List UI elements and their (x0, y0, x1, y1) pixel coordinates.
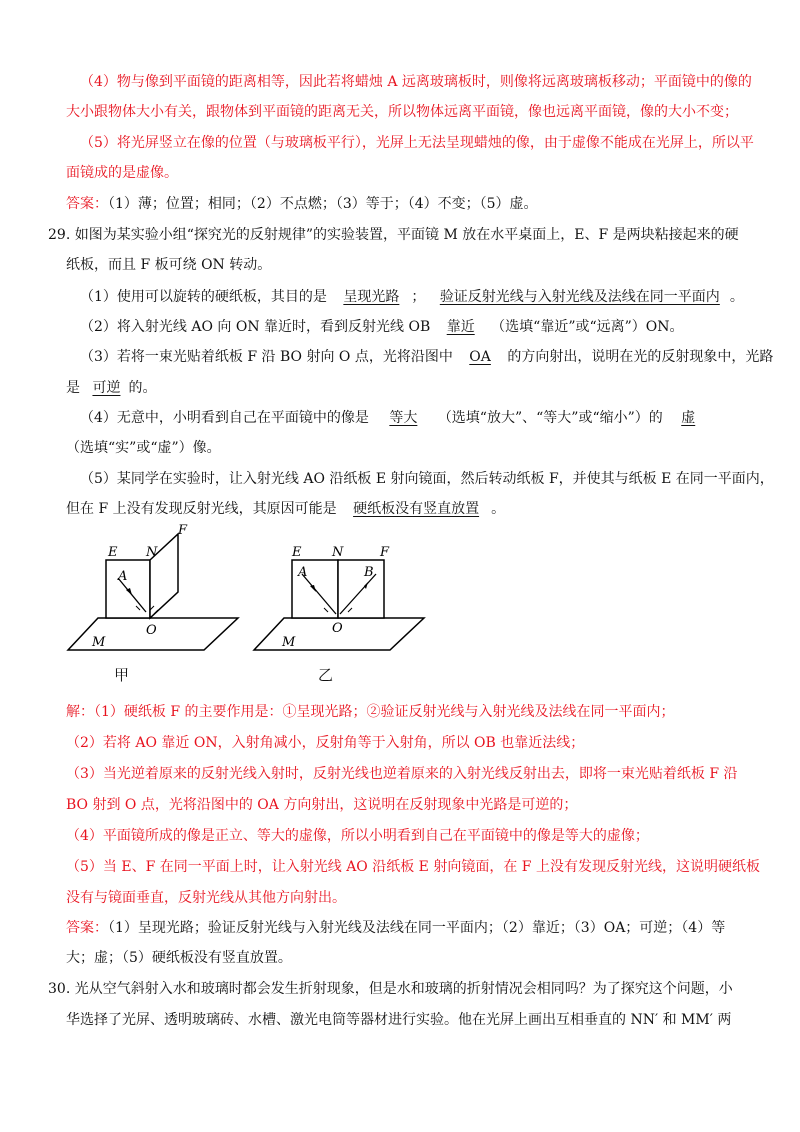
q29-part-3 (80, 347, 773, 367)
label-m: M (282, 635, 296, 650)
q29-part-3-text: （3）若将一束光贴着纸板 F 沿 BO 射向 O 点，光将沿图中 (80, 349, 453, 365)
q29-blank-3: 靠近 (446, 319, 475, 335)
q29-part-2 (80, 317, 684, 337)
q29-blank-2: 验证反射光线与入射光线及法线在同一平面内 (439, 289, 720, 305)
label-a: A (118, 569, 128, 584)
label-a: A (298, 565, 308, 580)
q29-part-5: （5）某同学在实验时，让入射光线 AO 沿纸板 E 射向镜面，然后转动纸板 F，并使其与纸板 E 在同一平面内， (80, 471, 774, 487)
solution-line-3: （3）当光逆着原来的反射光线入射时，反射光线也逆着原来的入射光线反射出去，即将一束光贴着纸板 F 沿 (66, 766, 738, 782)
q29-part-5-end: 。 (491, 501, 506, 517)
answer-text: （1）呈现光路；验证反射光线与入射光线及法线在同一平面内；（2）靠近；（3）OA；可逆；（4）等 (108, 920, 726, 936)
label-o: O (146, 623, 157, 638)
q29-part-5-text: 但在 F 上没有发现反射光线，其原因可能是 (66, 501, 337, 517)
q29-blank-1: 呈现光路 (343, 289, 400, 305)
solution-line-1: 解：（1）硬纸板 F 的主要作用是：①呈现光路；②验证反射光线与入射光线及法线在同一平面内； (66, 704, 675, 720)
q29-stem-line-1 (48, 225, 739, 245)
answer-text: （1）薄；位置；相同；（2）不点燃；（3）等于；（4）不变；（5）虚。 (108, 196, 538, 212)
label-f: F (178, 523, 188, 538)
q29-end: 。 (729, 289, 744, 305)
answer-label: 答案： (66, 920, 108, 936)
q30-line-1 (48, 979, 733, 999)
q29-part-3-prefix: 是 (66, 380, 80, 396)
q29-part-5-cont (66, 499, 505, 519)
solution-line-6: （5）当 E、F 在同一平面上时，让入射光线 AO 沿纸板 E 射向镜面，在 F 上没有发现反射光线，这说明硬纸板 (66, 859, 760, 875)
figure-yi (252, 522, 452, 654)
prev-answer-line-4: 面镜成的是虚像。 (66, 165, 178, 181)
label-b: B (364, 565, 374, 580)
q29-part-1 (80, 287, 744, 307)
q29-stem-text: 如图为某实验小组“探究光的反射规律”的实验装置，平面镜 M 放在水平桌面上，E、F 是两块粘接起来的硬 (74, 227, 739, 243)
q29-blank-6: 等大 (389, 410, 418, 426)
prev-answer-line-3: （5）将光屏竖立在像的位置（与玻璃板平行），光屏上无法呈现蜡烛的像，由于虚像不能成在光屏上，所以平 (80, 135, 754, 151)
q29-part-3-end: 的。 (128, 380, 157, 396)
q29-part-4-text: （4）无意中，小明看到自己在平面镜中的像是 (80, 410, 369, 426)
solution-line-7: 没有与镜面垂直，反射光线从其他方向射出。 (66, 890, 346, 906)
solution-line-2: （2）若将 AO 靠近 ON，入射角减小，反射角等于入射角，所以 OB 也靠近法线； (66, 735, 585, 751)
q29-part-4 (80, 408, 701, 428)
label-e: E (108, 545, 118, 560)
label-n: N (332, 545, 344, 560)
label-n: N (146, 545, 158, 560)
q29-part-4-cont: （选填“实”或“虚”）像。 (66, 440, 221, 456)
label-e: E (292, 545, 302, 560)
q29-part-3-cont (66, 378, 156, 398)
answer-label: 答案： (66, 196, 108, 212)
q30-text: 光从空气斜射入水和玻璃时都会发生折射现象，但是水和玻璃的折射情况会相同吗？为了探究这个问题，小 (74, 981, 733, 997)
prev-answer-line-1: （4）物与像到平面镜的距离相等，因此若将蜡烛 A 远离玻璃板时，则像将远离玻璃板移动；平面镜中的像的 (80, 74, 752, 90)
prev-answer-line-2: 大小跟物体大小有关，跟物体到平面镜的距离无关，所以物体远离平面镜，像也远离平面镜，像的大小不变； (66, 104, 738, 120)
figure-caption-jia: 甲 (114, 666, 130, 684)
q29-sep: ； (411, 289, 426, 305)
q29-part-4-mid: （选填“放大”、“等大”或“缩小”）的 (437, 410, 663, 426)
q29-stem-line-2: 纸板，而且 F 板可绕 ON 转动。 (66, 257, 272, 273)
q29-part-1-text: （1）使用可以旋转的硬纸板，其目的是 (80, 289, 327, 305)
q29-blank-7: 虚 (681, 410, 696, 426)
q29-blank-5: 可逆 (92, 380, 121, 396)
question-number: 29. (48, 227, 71, 243)
q29-blank-8: 硬纸板没有竖直放置 (353, 501, 480, 517)
figure-jia (66, 522, 266, 654)
figure-caption-yi: 乙 (318, 666, 334, 684)
q29-part-2-suffix: （选填“靠近”或“远离”）ON。 (491, 319, 684, 335)
solution-line-5: （4）平面镜所成的像是正立、等大的虚像，所以小明看到自己在平面镜中的像是等大的虚像； (66, 828, 649, 844)
q29-blank-4: OA (469, 349, 491, 365)
q30-line-2: 华选择了光屏、透明玻璃砖、水槽、激光电筒等器材进行实验。他在光屏上画出互相垂直的 NN′ 和 MM′ 两 (66, 1012, 732, 1028)
label-f: F (380, 545, 390, 560)
question-number: 30. (48, 981, 71, 997)
q29-part-3-suffix: 的方向射出，说明在光的反射现象中，光路 (507, 349, 774, 365)
q29-answer-line-1 (66, 918, 725, 938)
label-m: M (92, 635, 106, 650)
prev-answer-summary (66, 194, 538, 214)
solution-line-4: BO 射到 O 点，光将沿图中的 OA 方向射出，这说明在反射现象中光路是可逆的； (66, 797, 578, 813)
q29-part-2-text: （2）将入射光线 AO 向 ON 靠近时，看到反射光线 OB (80, 319, 431, 335)
q29-answer-line-2: 大；虚；（5）硬纸板没有竖直放置。 (66, 950, 292, 966)
label-o: O (332, 621, 343, 636)
